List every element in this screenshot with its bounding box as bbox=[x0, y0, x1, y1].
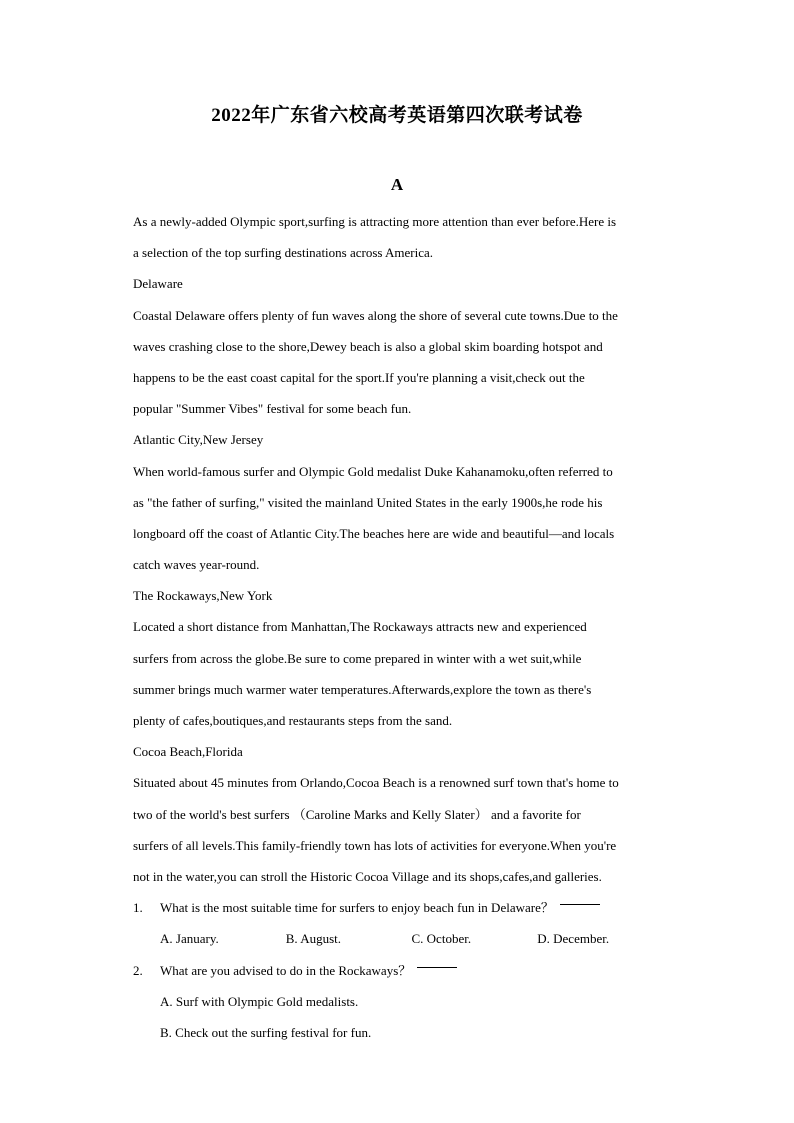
passage-line: summer brings much warmer water temperatures.Afterwards,explore the town as there's bbox=[133, 681, 592, 697]
option-d[interactable]: D. December. bbox=[537, 931, 610, 947]
passage-line: As a newly-added Olympic sport,surfing is attracting more attention than ever before.Here is bbox=[133, 214, 617, 229]
page-title: 2022年广东省六校高考英语第四次联考试卷 bbox=[211, 105, 583, 126]
question-number: 1. bbox=[133, 900, 143, 916]
passage-line: catch waves year-round. bbox=[133, 557, 260, 573]
option-b[interactable]: B. August. bbox=[285, 931, 342, 947]
passage-line: Coastal Delaware offers plenty of fun waves along the shore of several cute towns.Due to the bbox=[133, 307, 618, 323]
passage-line: a selection of the top surfing destinations across America. bbox=[133, 245, 434, 261]
subheading-atlantic-city: Atlantic City,New Jersey bbox=[133, 432, 264, 448]
question-text: What is the most suitable time for surfers to enjoy beach fun in Delaware？ bbox=[160, 900, 554, 916]
option-a[interactable]: A. Surf with Olympic Gold medalists. bbox=[160, 993, 359, 1009]
subheading-cocoa-beach: Cocoa Beach,Florida bbox=[133, 744, 243, 760]
passage-line: surfers of all levels.This family-friendly town has lots of activities for everyone.When you're bbox=[133, 837, 617, 853]
section-heading: A bbox=[390, 175, 404, 194]
passage-line: plenty of cafes,boutiques,and restaurants steps from the sand. bbox=[133, 713, 453, 728]
subheading-delaware: Delaware bbox=[133, 276, 183, 292]
option-a[interactable]: A. January. bbox=[160, 931, 219, 947]
passage-line: two of the world's best surfers （Caroline Marks and Kelly Slater） and a favorite for bbox=[133, 806, 581, 822]
subheading-rockaways: The Rockaways,New York bbox=[133, 588, 273, 604]
question-number: 2. bbox=[133, 962, 143, 978]
passage-line: Situated about 45 minutes from Orlando,Cocoa Beach is a renowned surf town that's home to bbox=[133, 775, 619, 791]
passage-line: waves crashing close to the shore,Dewey beach is also a global skim boarding hotspot and bbox=[133, 338, 603, 354]
passage-body bbox=[133, 206, 663, 1048]
question-1 bbox=[133, 892, 663, 923]
question-1-options bbox=[133, 923, 663, 954]
passage-line: happens to be the east coast capital for the sport.If you're planning a visit,check out the bbox=[133, 369, 585, 385]
passage-line: Located a short distance from Manhattan,The Rockaways attracts new and experienced bbox=[133, 619, 587, 635]
passage-line: surfers from across the globe.Be sure to come prepared in winter with a wet suit,while bbox=[133, 650, 582, 666]
question-2 bbox=[133, 955, 663, 986]
passage-line: as "the father of surfing," visited the mainland United States in the early 1900s,he rode his bbox=[133, 494, 603, 510]
answer-blank[interactable] bbox=[560, 892, 600, 905]
passage-line: not in the water,you can stroll the Historic Cocoa Village and its shops,cafes,and galleries. bbox=[133, 868, 602, 884]
passage-line: popular "Summer Vibes" festival for some beach fun. bbox=[133, 401, 412, 417]
question-text: What are you advised to do in the Rockaways？ bbox=[160, 962, 412, 978]
option-c[interactable]: C. October. bbox=[411, 931, 472, 947]
passage-line: longboard off the coast of Atlantic City.The beaches here are wide and beautiful—and locals bbox=[133, 525, 615, 541]
option-b[interactable]: B. Check out the surfing festival for fun. bbox=[160, 1024, 372, 1040]
answer-blank[interactable] bbox=[417, 955, 457, 968]
passage-line: When world-famous surfer and Olympic Gold medalist Duke Kahanamoku,often referred to bbox=[133, 463, 613, 479]
